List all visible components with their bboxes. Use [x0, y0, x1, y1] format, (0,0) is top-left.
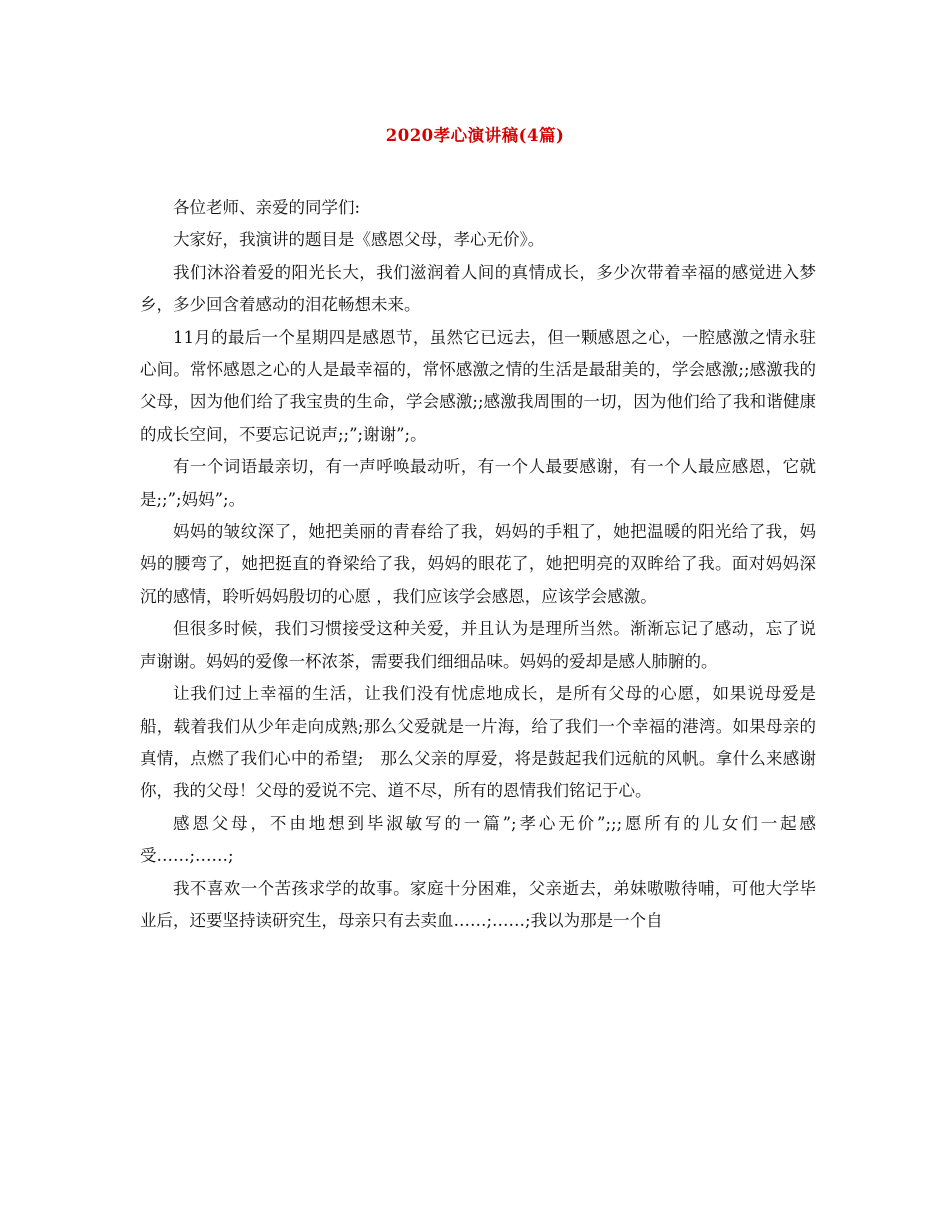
paragraph: 但很多时候，我们习惯接受这种关爱，并且认为是理所当然。渐渐忘记了感动，忘了说声谢谢。妈妈的爱像一杯浓茶，需要我们细细品味。妈妈的爱却是感人肺腑的。: [140, 619, 816, 671]
paragraph: 大家好，我演讲的题目是《感恩父母，孝心无价》。: [173, 230, 545, 250]
paragraph: 我不喜欢一个苦孩求学的故事。家庭十分困难，父亲逝去，弟妹嗷嗷待哺，可他大学毕业后，还要坚持读研究生，母亲只有去卖血……;……;我以为那是一个自: [140, 878, 816, 930]
paragraph: 让我们过上幸福的生活，让我们没有忧虑地成长，是所有父母的心愿，如果说母爱是船，载着我们从少年走向成熟;那么父爱就是一片海，给了我们一个幸福的港湾。如果母亲的真情，点燃了我们心中的希望; 那么父亲的厚爱，将是鼓起我们远航的风帆。拿什么来感谢你，我的父母！父母的爱说不完、道不尽，所有的恩情我们铭记于心。: [140, 684, 816, 801]
paragraph: 妈妈的皱纹深了，她把美丽的青春给了我，妈妈的手粗了，她把温暖的阳光给了我，妈妈的腰弯了，她把挺直的脊梁给了我，妈妈的眼花了，她把明亮的双眸给了我。面对妈妈深沉的感情，聆听妈妈殷切的心愿 ，我们应该学会感恩，应该学会感激。: [140, 522, 816, 606]
paragraph: 11月的最后一个星期四是感恩节，虽然它已远去，但一颗感恩之心，一腔感激之情永驻心间。常怀感恩之心的人是最幸福的，常怀感激之情的生活是最甜美的，学会感激;;感激我的父母，因为他们给了我宝贵的生命，学会感激;;感激我周围的一切，因为他们给了我和谐健康的成长空间，不要忘记说声;;”;谢谢”;。: [140, 327, 816, 444]
document-body: [140, 192, 816, 937]
document-title: 2020孝心演讲稿(4篇): [385, 126, 565, 145]
paragraph: 感恩父母，不由地想到毕淑敏写的一篇”;孝心无价”;;;愿所有的儿女们一起感受……;……;: [140, 813, 816, 866]
paragraph: 有一个词语最亲切，有一声呼唤最动听，有一个人最要感谢，有一个人最应感恩，它就是;;”;妈妈”;。: [140, 457, 816, 509]
paragraph: 我们沐浴着爱的阳光长大，我们滋润着人间的真情成长，多少次带着幸福的感觉进入梦乡，多少回含着感动的泪花畅想未来。: [140, 262, 816, 315]
paragraph: 各位老师、亲爱的同学们:: [173, 198, 361, 217]
